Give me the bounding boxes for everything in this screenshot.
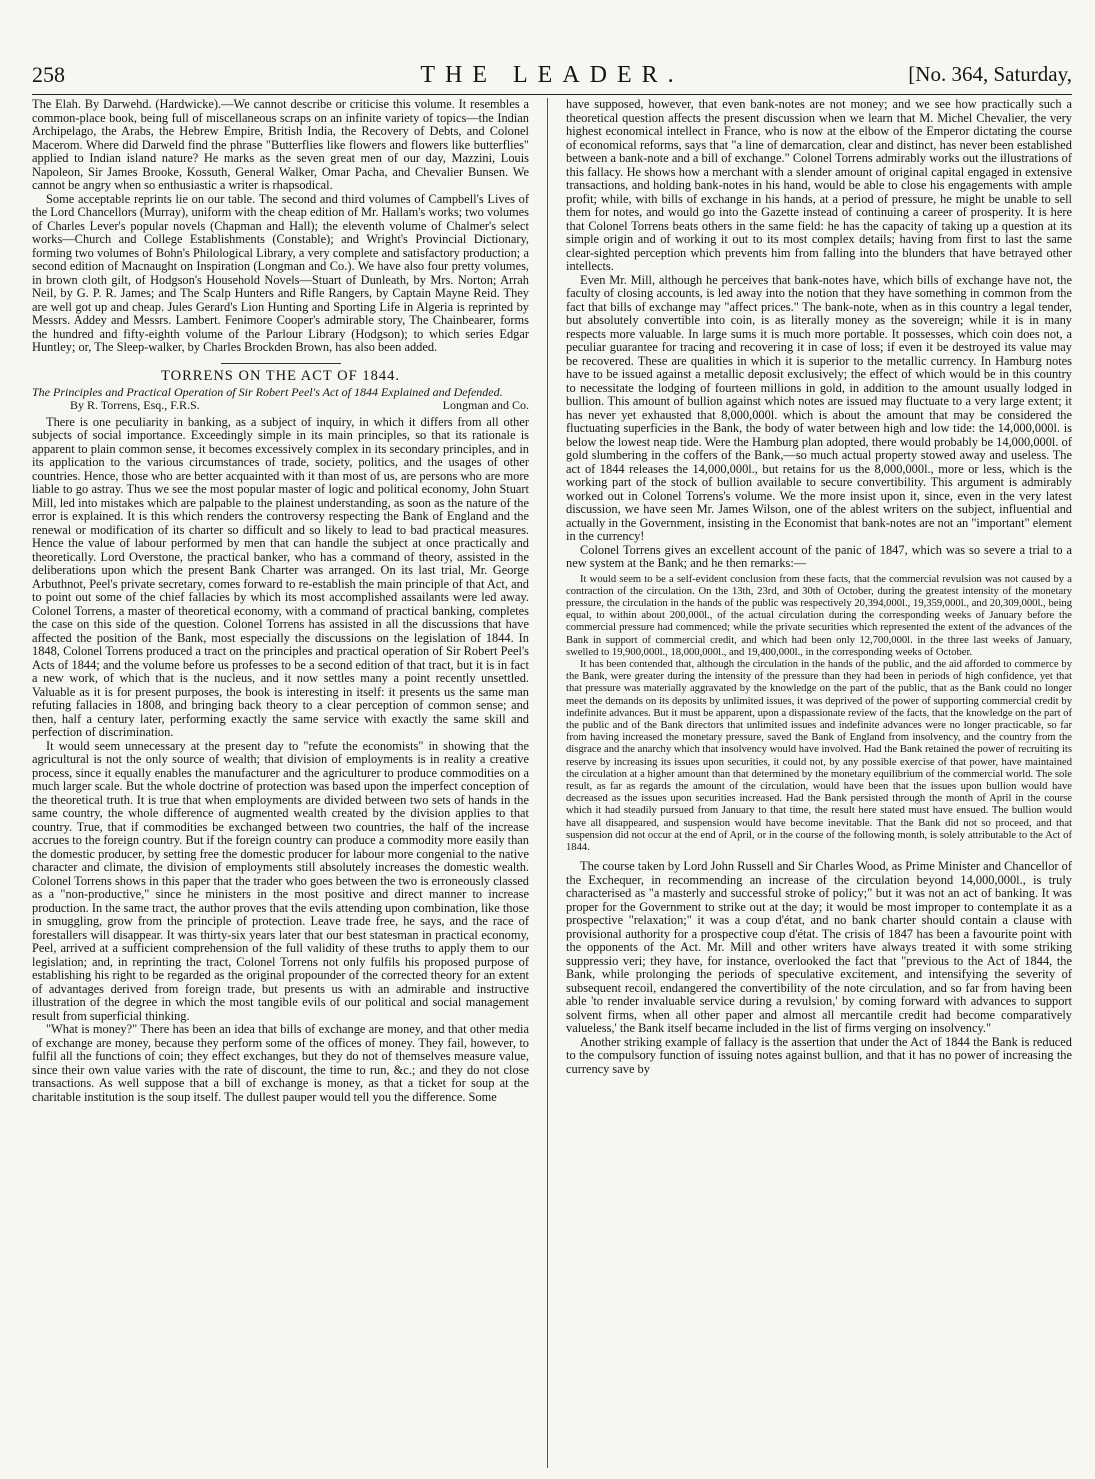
block-quote: [566, 574, 1072, 855]
section-byline: [70, 399, 529, 413]
article-paragraph: Another striking example of fallacy is the assertion that under the Act of 1844 the Bank is reduced to the compulsory function of issuing notes against bullion, and that it has no power of increasing the currency save by: [566, 1034, 1072, 1076]
article-paragraph: Colonel Torrens gives an excellent account of the panic of 1847, which was so severe a trial to a new system at the Bank; and he then remarks:—: [566, 542, 1072, 570]
article-paragraph: It would seem unnecessary at the present day to "refute the economists" in showing that the agricultural is not the only source of wealth; that division of employments is in reality a creative process, since it equally enables the manufacturer and the agriculturer to produce commodities on a much larger scale. But the whole doctrine of protection was based upon the imperfect conception of the theoretical truth. It is true that when employments are divided between two sets of hands in the same country, the whole difference of augmented wealth created by the division applies to that country. True, that if commodities be exchanged between two countries, the half of the increase accrues to the foreign country. But if the foreign country can produce a commodity more easily than the domestic producer, by setting free the domestic producer for labour more congenial to the native character and climate, the division of employments still absolutely increases the domestic wealth. Colonel Torrens shows in this paper that the trader who goes between the two is erroneously classed as a "non-productive," since he ministers in the most positive and direct manner to increase production. In the same tract, the author proves that the evils attending upon combination, like those in smuggling, grow from the principle of protection. Leave trade free, he says, and the race of forestallers will disappear. It was thirty-six years later that our best statesman in practical economy, Peel, arrived at a sufficient comprehension of the full validity of these truths to apply them to our legislation; and, in reprinting the tract, Colonel Torrens not only fulfils his proposed purpose of establishing his right to be regarded as the original propounder of the corrected theory for an extent of advantages derived from foreign trade, but presents us with an admirable and instructive illustration of the degree in which the most tangible evils of our political and social management result from superficial thinking.: [32, 738, 529, 1023]
publisher: Longman and Co.: [442, 398, 529, 412]
section-divider: [221, 363, 341, 364]
article-paragraph: The course taken by Lord John Russell and Sir Charles Wood, as Prime Minister and Chancellor of the Exchequer, in recommending an increase of the circulation beyond 14,000,000l., is truly characterised as "a masterly and successful stroke of policy;" but it was not an act of banking. It was proper for the Government to strike out at the day; it would be most improper to contemplate it as a prospective "relaxation;" it was a coup d'état, and no bank charter should contain a clause with provisional authority for a prospective coup d'état. The crisis of 1847 has been a favourite point with the opponents of the Act. Mr. Mill and other writers have always treated it with some striking suppressio veri; they have, for instance, overlooked the fact that "previous to the Act of 1844, the Bank, while prolonging the periods of speculative excitement, and intensifying the severity of subsequent recoil, endangered the convertibility of the note circulation, and so far from having been able 'to render invaluable service during a revulsion,' by coming forward with advances to support solvent firms, when all other paper and almost all mercantile credit had become comparatively valueless,' the Bank itself became included in the list of firms verging on insolvency.": [566, 859, 1072, 1036]
review-paragraph: The Elah. By Darwehd. (Hardwicke).—We cannot describe or criticise this volume. It resembles a common-place book, being full of miscellaneous scraps on an infinite variety of topics—the Indian Archipelago, the Arabs, the Hebrew Empire, British India, the Recovery of Debts, and Colonel Macerom. Where did Darweld find the phrase "Butterflies like flowers and flowers like butterflies" applied to Indian island nature? He marks as the seven great men of our day, Mazzini, Louis Napoleon, Sir James Brooke, Kossuth, General Walker, Omar Pacha, and Chevalier Bunsen. We cannot be angry when so enthusiastic a writer is rhapsodical.: [32, 98, 529, 192]
left-column: [32, 98, 529, 1468]
right-column: [566, 98, 1072, 1468]
page-number: 258: [32, 62, 65, 87]
page-header: [32, 60, 1072, 95]
article-paragraph: have supposed, however, that even bank-notes are not money; and we see how practically such a theoretical question affects the present discussion when we learn that M. Michel Chevalier, the very highest economical intellect in France, who is now at the elbow of the Emperor dictating the course of economical reforms, says that "a line of demarcation, clear and distinct, has never been established between a bank-note and a bill of exchange." Colonel Torrens admirably works out the illustrations of this fallacy. He shows how a merchant with a slender amount of original capital engaged in extensive transactions, and holding bank-notes in his hand, would be able to close his engagements with ample profit; while, with bills of exchange in his hands, at a period of pressure, he might be unable to sell them for notes, and would go into the Gazette instead of continuing a career of prosperity. It is here that Colonel Torrens beats others in the same field: he has the capacity of taking up a question at its simple origin and of working it out to its most complex details; having from first to last the same clear-sighted perception which prevents him from falling into the blunders that have betrayed other intellects.: [566, 98, 1072, 273]
author: By R. Torrens, Esq., F.R.S.: [70, 398, 200, 412]
article-paragraph: "What is money?" There has been an idea that bills of exchange are money, and that other media of exchange are money, because they perform some of the offices of money. They fail, however, to fulfil all the functions of coin; they effect exchanges, but they do not of themselves measure value, since their own value varies with the rate of discount, the time to run, &c.; and they do not close transactions. As well suppose that a bill of exchange is money, as that a ticket for soup at the charitable institution is the soup itself. The dullest pauper would tell you the difference. Some: [32, 1022, 529, 1104]
review-paragraph: Some acceptable reprints lie on our table. The second and third volumes of Campbell's Lives of the Lord Chancellors (Murray), uniform with the cheap edition of Mr. Hallam's works; two volumes of Charles Lever's popular novels (Chapman and Hall); the eleventh volume of Chalmer's select works—Church and College Establishments (Constable); and Wright's Provincial Dictionary, forming two volumes of Bohn's Philological Library, a very complete and satisfactory production; a second edition of Macnaught on Inspiration (Longman and Co.). We have also four pretty volumes, in brown cloth gilt, of Hodgson's Household Novels—Stuart of Dunleath, by Mrs. Norton; Arrah Neil, by G. P. R. James; and The Scalp Hunters and Rifle Rangers, by Captain Mayne Reid. They are well got up and cheap. Jules Gerard's Lion Hunting and Sporting Life in Algeria is reprinted by Messrs. Addey and Messrs. Lambert. Fenimore Cooper's admirable story, The Chainbearer, forms the hundred and fifty-eighth volume of the Parlour Library (Hodgson); to which series Edgar Huntley; or, The Sleep-walker, by Charles Brockden Brown, has also been added.: [32, 191, 529, 354]
book-title: The Principles and Practical Operation of Sir Robert Peel's Act of 1844 Explained and Defended.: [32, 385, 503, 399]
quote-paragraph: It has been contended that, although the circulation in the hands of the public, and the aid afforded to commerce by the Bank, were greater during the intensity of the pressure than they had been in periods of high confidence, yet that that pressure was materially aggravated by the knowledge on the part of the public, that as the Bank could no longer meet the demands on its deposits by unlimited issues, it was deprived of the power of supporting commercial credit by indefinite advances. But it must be apparent, upon a dispassionate review of the facts, that the knowledge on the part of the public and of the Bank directors that unlimited issues and indefinite advances were no longer practicable, so far from having increased the monetary pressure, saved the Bank of England from insolvency, and the country from the disgrace and the anarchy which that insolvency would have involved. Had the Bank retained the power of recruiting its reserve by increasing its issues upon securities, it could not, by any possible exercise of that power, have maintained the circulation at a higher amount than that determined by the monetary equilibrium of the commercial world. The sole result, as far as regards the amount of the circulation, would have been that the issues upon bullion would have decreased as the issues upon securities increased. Had the Bank persisted through the month of April in the course which it had steadily pursued from January to that time, the result here stated must have ensued. The bullion would have all disappeared, and suspension would have become inevitable. That the Bank did not so proceed, and that suspension did not occur at the end of April, or in the course of the following month, is solely attributable to the Act of 1844.: [566, 658, 1072, 853]
column-divider: [547, 98, 548, 1468]
section-title: TORRENS ON THE ACT OF 1844.: [161, 367, 400, 384]
article-paragraph: Even Mr. Mill, although he perceives that bank-notes have, which bills of exchange have not, the faculty of closing accounts, is led away into the notion that they have something in common from the fact that bills of exchange may "affect prices." The bank-note, when as in this country a legal tender, but absolutely convertible into coin, is as literally money as the sovereign; while it is in many respects more valuable. In large sums it is much more portable. It possesses, which coin does not, a peculiar guarantee for tracing and recovering it in case of loss; if even it be destroyed its value may be recovered. These are qualities in which it is superior to the metallic currency. In Hamburg notes have to be issued against a metallic deposit exclusively; the effect of which would be in this country to necessitate the lodging of fourteen millions in gold, in addition to the amount usually lodged in bullion. This amount of bullion against which notes are issued may fluctuate to a very large extent; it has never yet exhausted that 8,000,000l. which is about the amount that may be considered the fluctuating superficies in the Bank, the body of water between high and low tide: the 14,000,000l. is below the lowest neap tide. Were the Hamburg plan adopted, there would probably be 14,000,000l. of gold slumbering in the coffers of the Bank,—so much actual property stowed away and useless. The act of 1844 releases the 14,000,000l., but retains for us the 8,000,000l., more or less, which is the working part of the stock of bullion available to secure convertibility. This argument is admirably worked out in Colonel Torrens's volume. We the more insist upon it, since, even in the very latest discussion, we have seen Mr. James Wilson, one of the ablest writers on the subject, influential and actually in the Government, insisting in the Economist that bank-notes are not an "important" element in the currency!: [566, 272, 1072, 543]
quote-paragraph: It would seem to be a self-evident conclusion from these facts, that the commercial revulsion was not caused by a contraction of the circulation. On the 13th, 23rd, and 30th of October, during the greatest intensity of the monetary pressure, the circulation in the hands of the public was respectively 20,394,000l., 19,359,000l., and 20,309,000l., being equal, to within about 200,000l., of the actual circulation during the corresponding weeks of January before the commercial pressure had commenced; while the private securities which represented the extent of the advances of the Bank in support of commercial credit, and which had been only 12,700,000l. in the three last weeks of January, swelled to 19,900,000l., 18,000,000l., and 19,400,000l., in the corresponding weeks of October.: [566, 573, 1072, 658]
article-paragraph: There is one peculiarity in banking, as a subject of inquiry, in which it differs from all other subjects of social importance. Exceedingly simple in its main principles, so that its rationale is apparent to plain common sense, it becomes excessively complex in its secondary principles, and in its application to the various circumstances of trade, society, politics, and the usages of other countries. Hence, those who are better acquainted with it than most of us, are persons who are more liable to go astray. Thus we see the most popular master of logic and political economy, John Stuart Mill, led into mistakes which are palpable to the plainest understanding, as soon as the nature of the error is explained. It is this which renders the controversy respecting the Bank of England and the renewal or modification of its charter so difficult and so likely to lead to bad practical measures. Hence the value of labour performed by men that can handle the subject at once practically and theoretically. Lord Overstone, the practical banker, who has a command of theory, assisted in the deliberations upon which the present Bank Charter was arranged. On its last trial, Mr. George Arbuthnot, Peel's private secretary, comes forward to re-establish the main principle of that Act, and to point out some of the chief fallacies by which its most accomplished assailants were led away. Colonel Torrens, a master of theoretical economy, with a command of practical banking, completes the case on this side of the question. Colonel Torrens has assisted in all the discussions that have affected the position of the Bank, most especially the discussions on the legislation of 1844. In 1848, Colonel Torrens produced a tract on the principles and practical operation of Sir Robert Peel's Acts of 1844; and the volume before us professes to be a second edition of that tract, but it is in fact a new work, of which that is the nucleus, and it now settles many a point recently unsettled. Valuable as it is for present purposes, the book is interesting in itself: it presents us the same man refuting fallacies in 1808, and bringing back theory to a clear perception of common sense; and then, half a century later, performing exactly the same service with exactly the same skill and perfection of discrimination.: [32, 414, 529, 739]
issue-label: [No. 364, Saturday,: [908, 62, 1072, 86]
masthead: THE LEADER.: [420, 62, 684, 88]
